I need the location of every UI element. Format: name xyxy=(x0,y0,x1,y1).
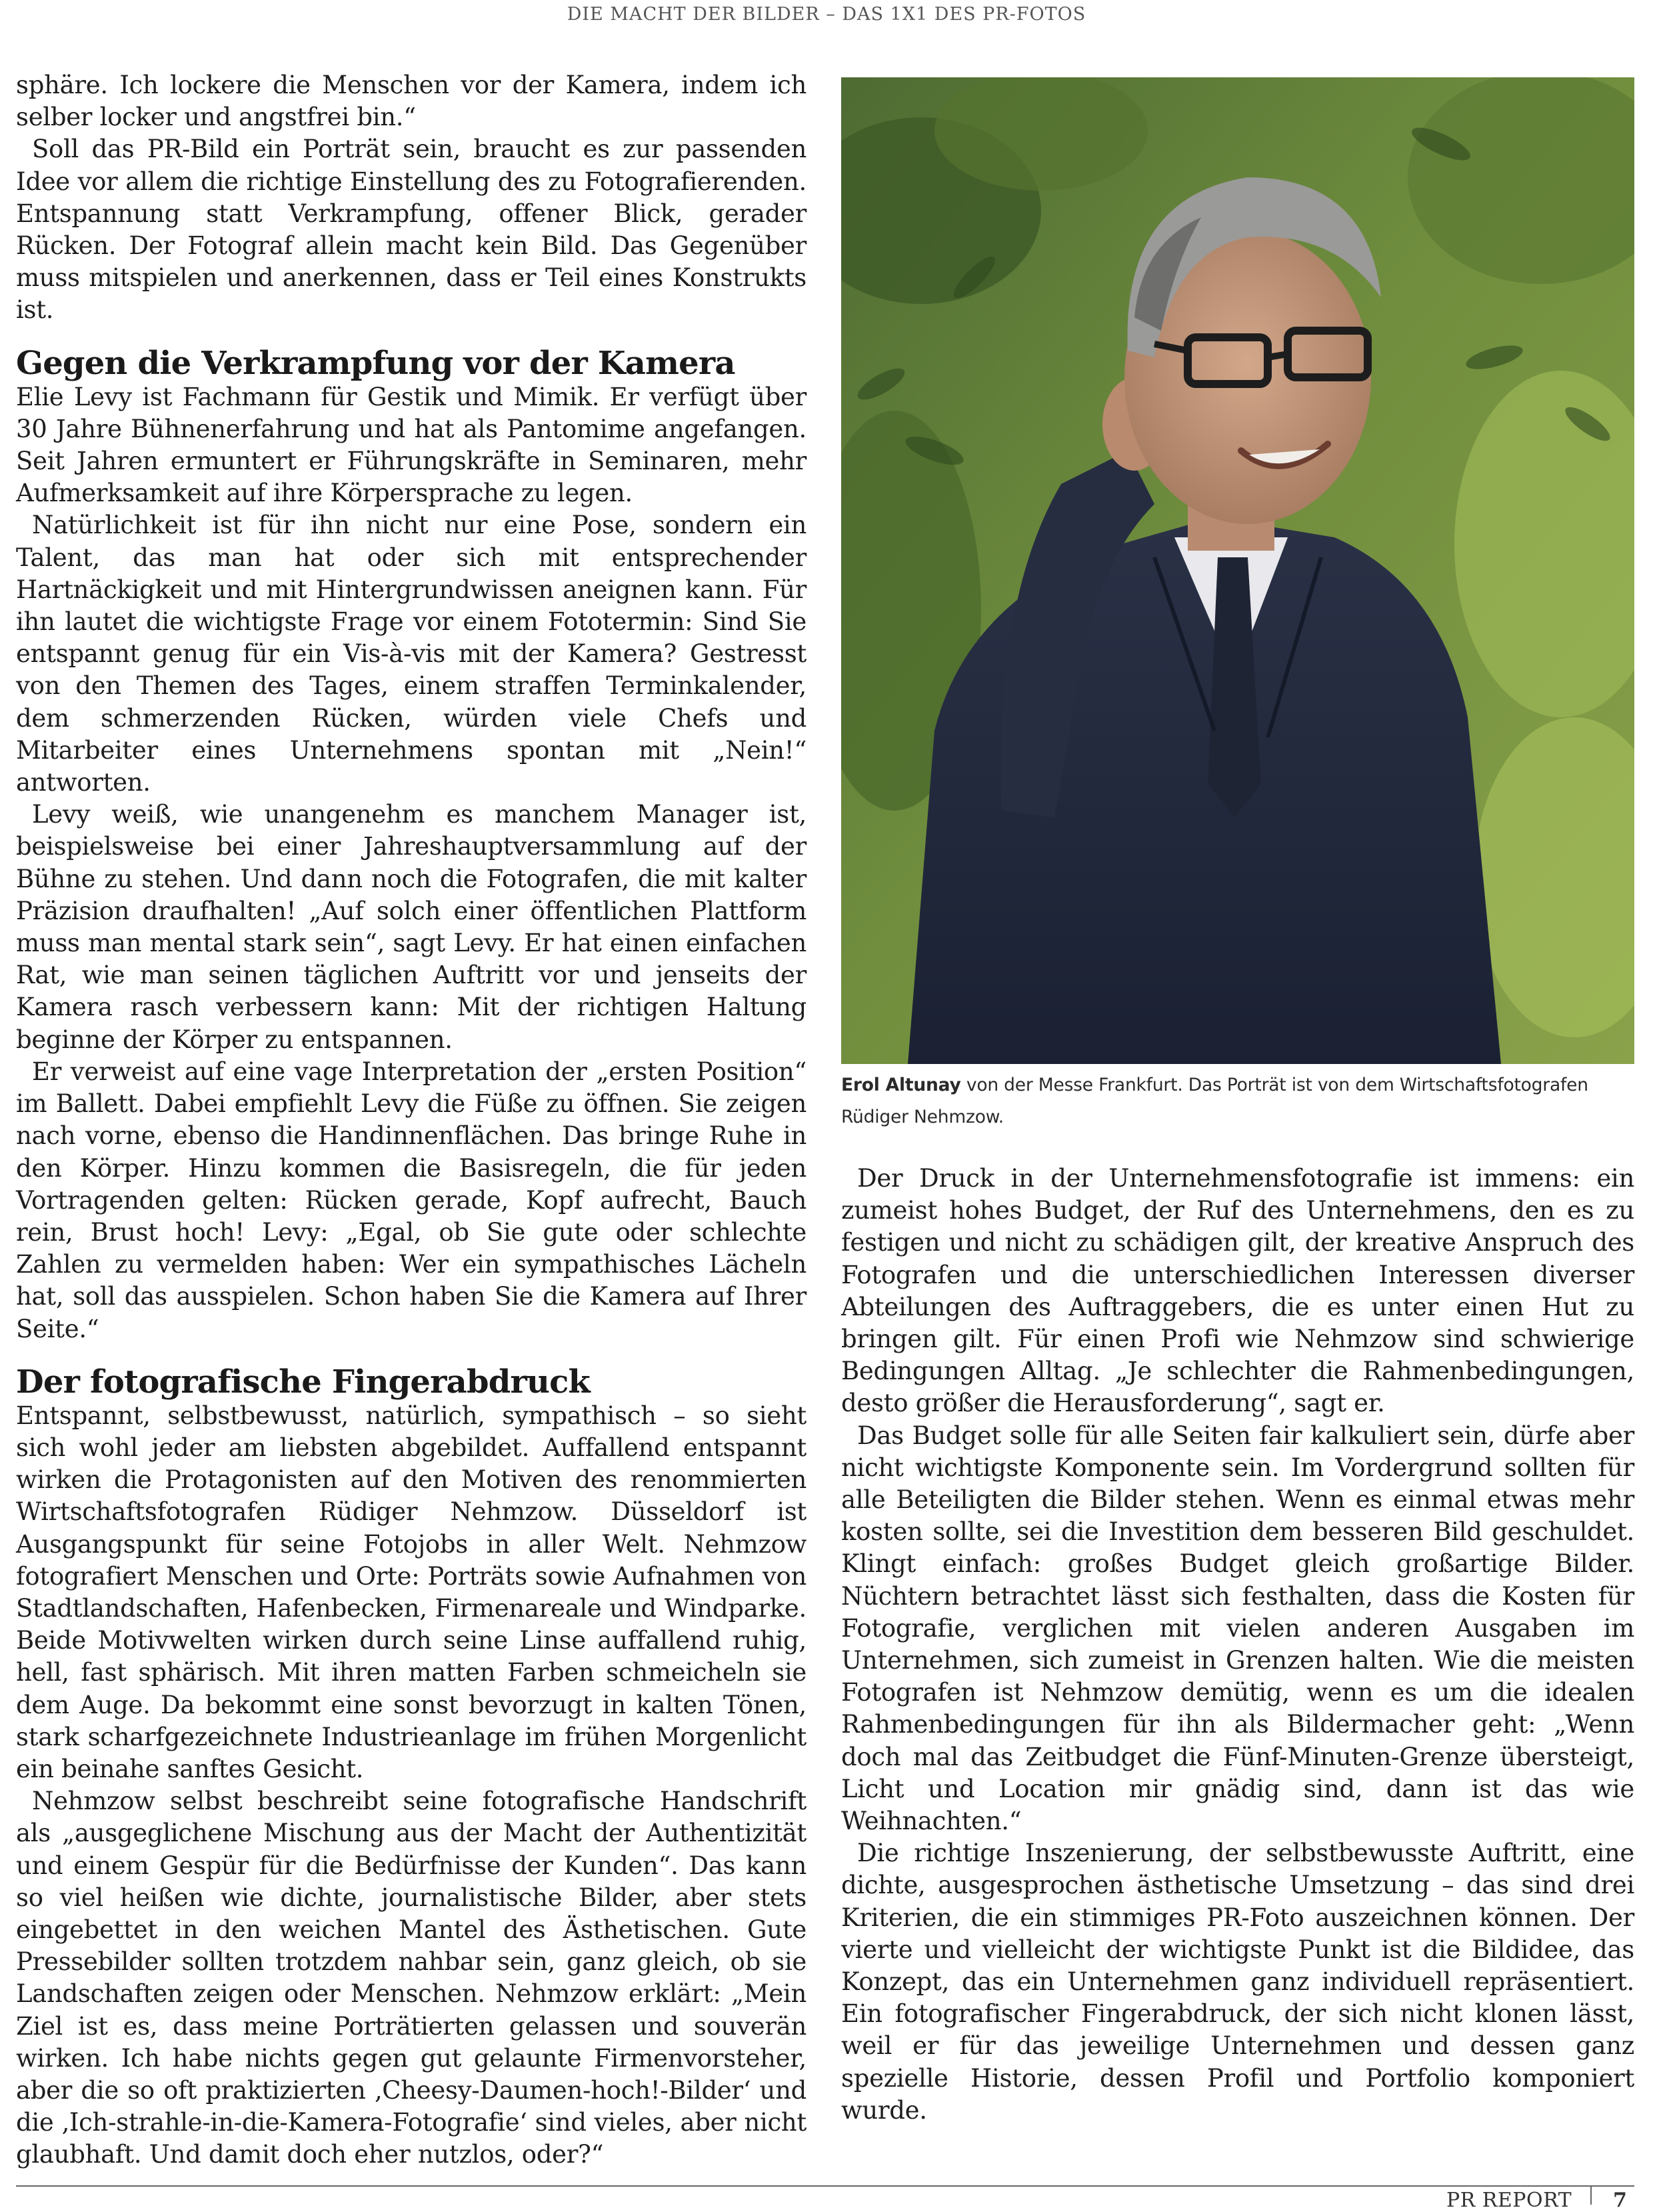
running-head: DIE MACHT DER BILDER – DAS 1X1 DES PR-FOTOS xyxy=(567,4,1086,25)
body-paragraph: Nehmzow selbst beschreibt seine fotografische Handschrift als „ausgeglichene Mischung aus der Macht der Authentizität und einem Gespür für die Bedürfnisse der Kunden“. Das kann so viel heißen wie dichte, journalistische Bilder, aber stets eingebettet in den weichen Mantel des Ästhetischen. Gute Pressebilder sollten trotzdem nahbar sein, ganz gleich, ob sie Landschaften zeigen oder Menschen. Nehmzow erklärt: „Mein Ziel ist es, dass meine Porträtierten gelassen und souverän wirken. Ich habe nichts gegen gut gelaunte Firmenvorsteher, aber die so oft praktizierten ‚Cheesy-Daumen-hoch!-Bilder‘ und die ‚Ich-strahle-in-die-Kamera-Fotografie‘ sind vieles, aber nicht glaubhaft. Und damit doch eher nutzlos, oder?“ xyxy=(16,1787,807,2169)
footer-divider xyxy=(1590,2187,1592,2205)
left-column xyxy=(16,69,807,2171)
body-paragraph: Entspannt, selbstbewusst, natürlich, sympathisch – so sieht sich wohl jeder am liebsten abgebildet. Auffallend entspannt wirken die Protagonisten auf den Motiven des renommierten Wirtschaftsfotografen Rüdiger Nehmzow. Düsseldorf ist Ausgangspunkt für seine Fotojobs in aller Welt. Nehmzow fotografiert Menschen und Orte: Porträts sowie Aufnahmen von Stadtlandschaften, Hafenbecken, Firmenareale und Windparke. Beide Motivwelten wirken durch seine Linse auffallend ruhig, hell, fast sphärisch. Mit ihren matten Farben schmeicheln sie dem Auge. Da bekommt eine sonst bevorzugt in kalten Tönen, stark scharfgezeichnete Industrieanlage im frühen Morgenlicht ein beinahe sanftes Gesicht. xyxy=(16,1401,807,1783)
body-paragraph: Das Budget solle für alle Seiten fair kalkuliert sein, dürfe aber nicht wichtigste Komponente sein. Im Vordergrund sollten für alle Beteiligten die Bilder stehen. Wenn es einmal etwas mehr kosten sollte, sei die Investition dem besseren Bild geschuldet. Klingt einfach: großes Budget gleich großartige Bilder. Nüchtern betrachtet lässt sich festhalten, dass die Kosten für Fotografie, verglichen mit vielen anderen Ausgaben im Unternehmen, sich zumeist in Grenzen halten. Wie die meisten Fotografen ist Nehmzow demütig, wenn es um die idealen Rahmenbedingungen für ihn als Bildermacher geht: „Wenn doch mal das Zeitbudget die Fünf-Minuten-Grenze übersteigt, Licht und Location mir gnädig sind, dann ist das wie Weihnachten.“ xyxy=(841,1421,1634,1836)
footer-label: PR REPORT xyxy=(1446,2189,1572,2212)
caption-text: von der Messe Frankfurt. Das Porträt ist von dem Wirtschaftsfotografen Rüdiger Nehmzow. xyxy=(841,1075,1588,1127)
body-paragraph: Die richtige Inszenierung, der selbstbewusste Auftritt, eine dichte, ausgesprochen ästhetische Umsetzung – das sind drei Kriterien, die ein stimmiges PR-Foto auszeichnen können. Der vierte und vielleicht der wichtigste Punkt ist die Bildidee, das Konzept, das ein Unternehmen ganz individuell repräsentiert. Ein fotografischer Fingerabdruck, der sich nicht klonen lässt, weil er für das jeweilige Unternehmen und dessen ganz spezielle Historie, dessen Profil und Portfolio komponiert wurde. xyxy=(841,1839,1634,2125)
section-heading: Gegen die Verkrampfung vor der Kamera xyxy=(16,344,735,382)
caption-name: Erol Altunay xyxy=(841,1075,961,1095)
portrait-photo xyxy=(841,77,1634,1064)
body-paragraph: sphäre. Ich lockere die Menschen vor der Kamera, indem ich selber locker und angstfrei bin.“ xyxy=(16,71,807,132)
section-heading: Der fotografische Fingerabdruck xyxy=(16,1363,590,1401)
body-paragraph: Levy weiß, wie unangenehm es manchem Manager ist, beispielsweise bei einer Jahreshauptversammlung auf der Bühne zu stehen. Und dann noch die Fotografen, die mit kalter Präzision draufhalten! „Auf solch einer öffentlichen Plattform muss man mental stark sein“, sagt Levy. Er hat einen einfachen Rat, wie man seinen täglichen Auftritt vor und jenseits der Kamera rasch verbessern kann: Mit der richtigen Haltung beginne der Körper zu entspannen. xyxy=(16,800,807,1054)
body-paragraph: Soll das PR-Bild ein Porträt sein, braucht es zur passenden Idee vor allem die richtige Einstellung des zu Fotografierenden. Entspannung statt Verkrampfung, offener Blick, gerader Rücken. Der Fotograf allein macht kein Bild. Das Gegenüber muss mitspielen und anerkennen, dass er Teil eines Konstrukts ist. xyxy=(16,135,807,325)
body-paragraph: Der Druck in der Unternehmensfotografie ist immens: ein zumeist hohes Budget, der Ruf des Unternehmens, den es zu festigen und nicht zu schädigen gilt, der kreative Anspruch des Fotografen und die unterschiedlichen Interessen diverser Abteilungen des Auftraggebers, die es unter einen Hut zu bringen gilt. Für einen Profi wie Nehmzow sind schwierige Bedingungen Alltag. „Je schlechter die Rahmenbedingungen, desto größer die Herausforderung“, sagt er. xyxy=(841,1164,1634,1418)
photo-caption xyxy=(841,1069,1634,1133)
body-paragraph: Elie Levy ist Fachmann für Gestik und Mimik. Er verfügt über 30 Jahre Bühnenerfahrung und hat als Pantomime angefangen. Seit Jahren ermuntert er Führungskräfte in Seminaren, mehr Aufmerksamkeit auf ihre Körpersprache zu legen. xyxy=(16,382,807,508)
portrait-illustration xyxy=(841,77,1634,1064)
page-number: 7 xyxy=(1613,2189,1627,2212)
body-paragraph: Er verweist auf eine vage Interpretation der „ersten Position“ im Ballett. Dabei empfiehlt Levy die Füße zu öffnen. Sie zeigen nach vorne, ebenso die Handinnenflächen. Das bringe Ruhe in den Körper. Hinzu kommen die Basisregeln, die für jeden Vortragenden gelten: Rücken gerade, Kopf aufrecht, Bauch rein, Brust hoch! Levy: „Egal, ob Sie gute oder schlechte Zahlen zu vermelden haben: Wer ein sympathisches Lächeln hat, soll das ausspielen. Schon haben Sie die Kamera auf Ihrer Seite.“ xyxy=(16,1057,807,1343)
body-paragraph: Natürlichkeit ist für ihn nicht nur eine Pose, sondern ein Talent, das man hat oder sich mit entsprechender Hartnäckigkeit und mit Hintergrundwissen aneignen kann. Für ihn lautet die wichtigste Frage vor einem Fototermin: Sind Sie entspannt genug für ein Vis-à-vis mit der Kamera? Gestresst von den Themen des Tages, einem straffen Terminkalender, dem schmerzenden Rücken, würden viele Chefs und Mitarbeiter eines Unternehmens spontan mit „Nein!“ antworten. xyxy=(16,511,807,797)
right-column xyxy=(841,1163,1634,2127)
footer-rule xyxy=(16,2185,1634,2187)
